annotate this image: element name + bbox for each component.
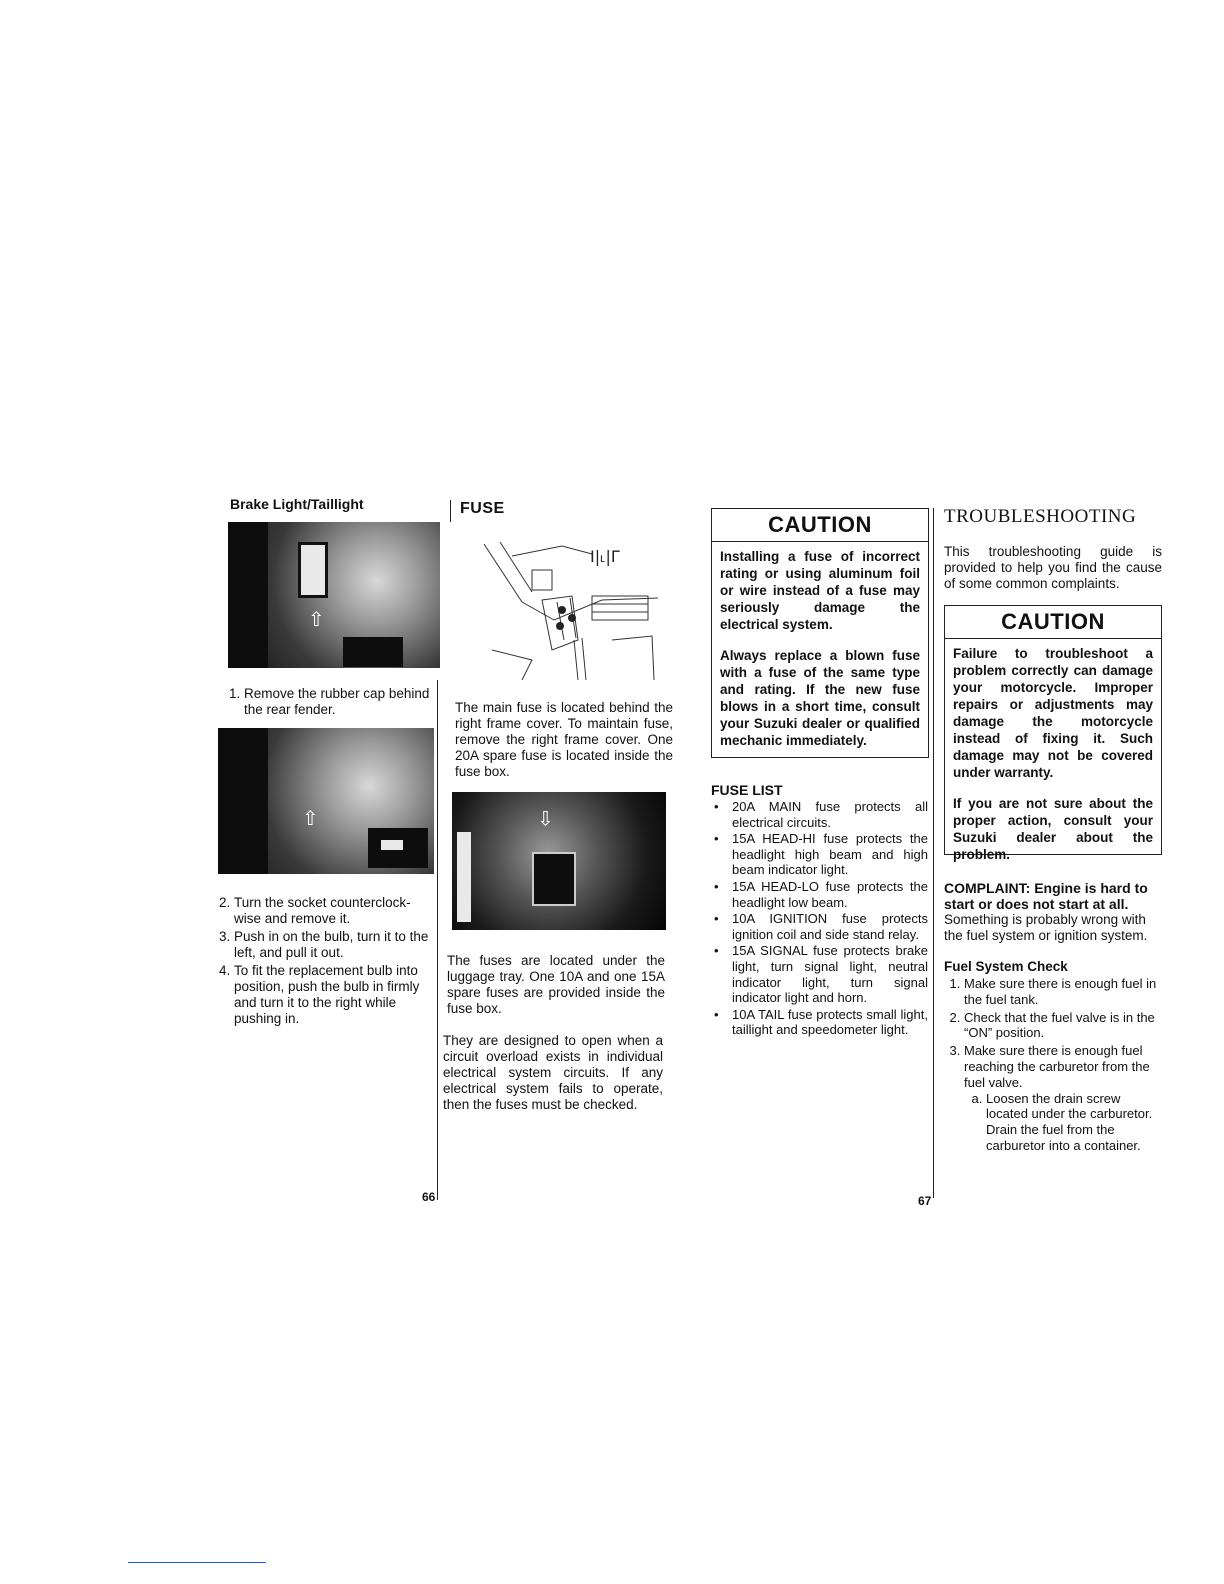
caution-title: CAUTION	[945, 606, 1161, 639]
page-gutter	[437, 680, 438, 1200]
fuse-location-photo	[452, 792, 666, 930]
footer-rule	[128, 1562, 266, 1563]
complaint-text: Something is probably wrong with the fuel system or ignition system.	[944, 912, 1148, 943]
step-1-text: 1. Remove the rubber cap behind the rear fender.	[244, 686, 440, 718]
arrow-down-icon: ⇧	[537, 806, 554, 830]
caution-trouble-para-1: Failure to troubleshoot a problem correctly can damage your motorcycle. Improper repairs or adjustments may damage the motorcycle instead of fixing it. Such damage may not be covered under warranty.	[953, 646, 1153, 780]
step-3: 3. Push in on the bulb, turn it to the left, and pull it out.	[234, 929, 434, 961]
page-number-right: 67	[918, 1194, 932, 1208]
fuel-step: 2. Check that the fuel valve is in the “ON” position.	[964, 1010, 1162, 1042]
fuse-box-diagram	[482, 540, 658, 682]
taillight-photo-2	[218, 728, 434, 874]
troubleshooting-title: TROUBLESHOOTING	[944, 506, 1137, 527]
fuse-list-item: • 15A SIGNAL fuse protects brake light, turn signal light, neutral indicator light, turn signal indicator light and horn.	[732, 943, 928, 1005]
step-4: 4. To fit the replacement bulb into position, push the bulb in firmly and turn it to the right while pushing in.	[234, 963, 434, 1027]
main-fuse-text: The main fuse is located behind the right frame cover. To maintain fuse, remove the right frame cover. One 20A spare fuse is located inside the fuse box.	[455, 700, 673, 779]
diagram-label: I|˪|Γ	[590, 547, 620, 566]
fuse-list-item: • 15A HEAD-LO fuse protects the headlight low beam.	[732, 879, 928, 910]
taillight-photo-1	[228, 522, 440, 668]
step-2: 2. Turn the socket counterclock-wise and remove it.	[234, 895, 434, 927]
page-number-left: 66	[422, 1190, 436, 1204]
step-1	[222, 686, 440, 720]
brake-light-heading: Brake Light/Taillight	[230, 496, 364, 512]
fuse-list-item: • 10A IGNITION fuse protects ignition coil and side stand relay.	[732, 911, 928, 942]
caution-title: CAUTION	[712, 509, 928, 542]
arrow-up-icon: ⇧	[302, 806, 319, 830]
caution-fuse-para-2: Always replace a blown fuse with a fuse of the same type and rating. If the new fuse blows in a short time, consult your Suzuki dealer or qualified mechanic immediately.	[720, 648, 920, 748]
fuel-steps	[944, 976, 1162, 1156]
fuses-location-text: The fuses are located under the luggage tray. One 10A and one 15A spare fuses are provided inside the fuse box.	[447, 953, 665, 1016]
caution-box-troubleshooting	[944, 605, 1162, 862]
fuse-heading: FUSE	[460, 500, 505, 517]
fuel-step: 1. Make sure there is enough fuel in the fuel tank.	[964, 976, 1162, 1008]
troubleshooting-intro: This troubleshooting guide is provided to help you find the cause of some common complaints.	[944, 544, 1162, 591]
column-divider	[450, 500, 451, 522]
fuse-list-item: • 20A MAIN fuse protects all electrical circuits.	[732, 799, 928, 830]
fuse-list	[712, 799, 928, 1039]
caution-box-fuse	[711, 508, 929, 758]
column-divider-right	[933, 508, 934, 1198]
fuse-list-heading: FUSE LIST	[711, 782, 783, 798]
fuel-system-check-heading: Fuel System Check	[944, 959, 1068, 974]
fuel-substep-a: a. Loosen the drain screw located under the carburetor. Drain the fuel from the carburetor into a container.	[986, 1091, 1162, 1154]
caution-trouble-para-2: If you are not sure about the proper action, consult your Suzuki dealer about the problem.	[953, 796, 1153, 862]
fuses-designed-text: They are designed to open when a circuit overload exists in individual electrical system circuits. If any electrical system fails to operate, then the fuses must be checked.	[443, 1033, 663, 1112]
fuse-list-item: • 15A HEAD-HI fuse protects the headlight high beam and high beam indicator light.	[732, 831, 928, 878]
complaint-heading: COMPLAINT: Engine is hard to start or does not start at all.	[944, 880, 1148, 912]
steps-2-4	[212, 895, 434, 1029]
fuel-step: Make sure there is enough fuel reaching the carburetor from the fuel valve.	[964, 1043, 1150, 1090]
caution-fuse-para-1: Installing a fuse of incorrect rating or using aluminum foil or wire instead of a fuse may seriously damage the electrical system.	[720, 549, 920, 632]
fuse-list-item: • 10A TAIL fuse protects small light, taillight and speedometer light.	[732, 1007, 928, 1038]
arrow-up-icon: ⇧	[308, 607, 325, 631]
